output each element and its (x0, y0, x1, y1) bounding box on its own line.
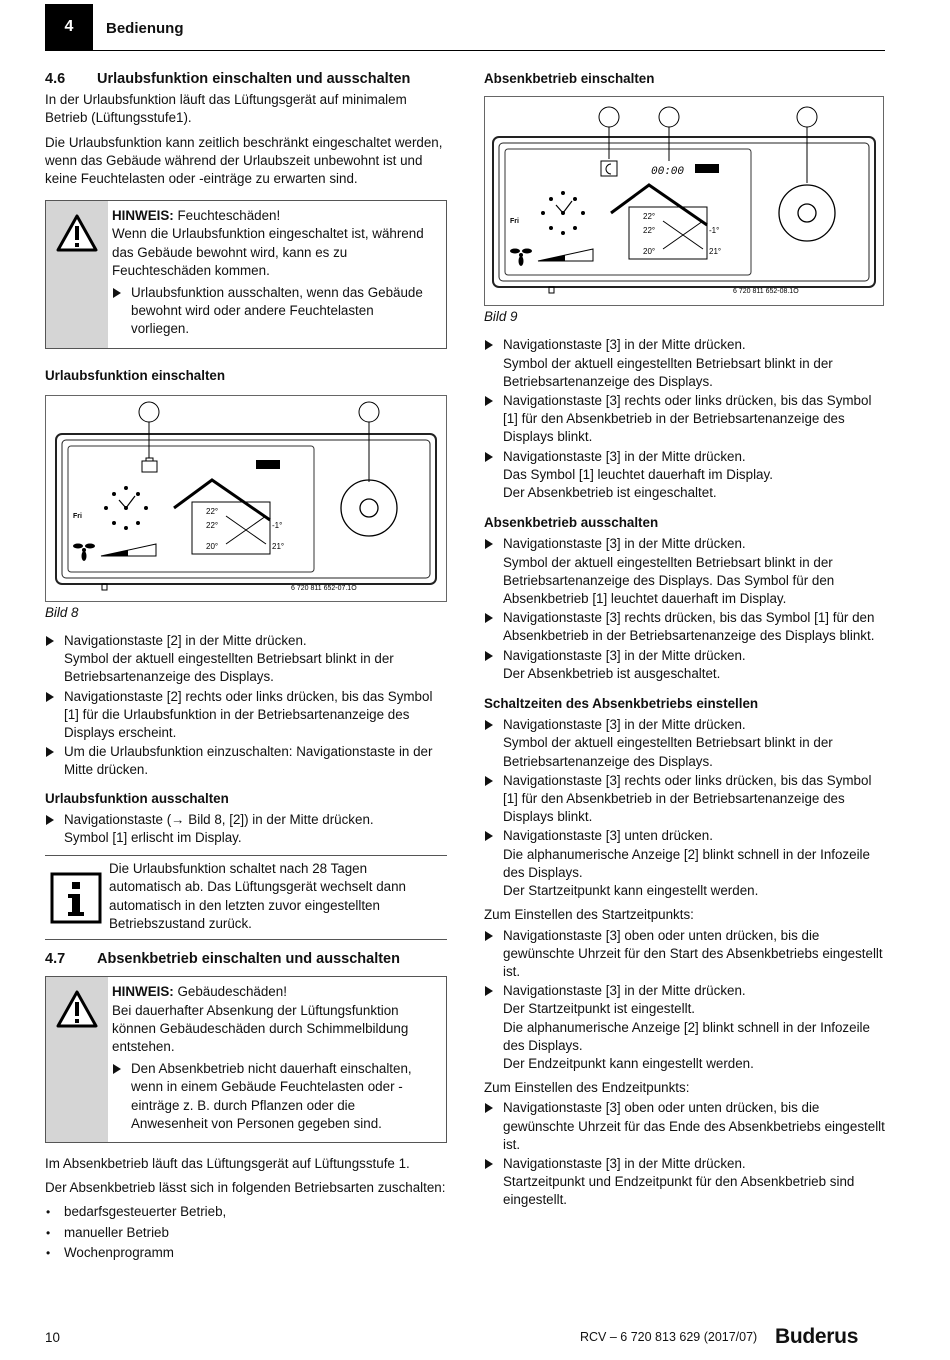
figure-9-caption: Bild 9 (484, 309, 518, 325)
list-item: Um die Urlaubsfunktion einzuschalten: Navigationstaste in der Mitte drücken. (45, 743, 447, 779)
list-item: • Wochenprogramm (45, 1244, 447, 1262)
steps-start-time (484, 927, 886, 1074)
temp-extract: 20° (206, 541, 219, 551)
subheading-setback-off: Absenkbetrieb ausschalten (484, 515, 659, 531)
document-reference: RCV – 6 720 813 629 (2017/07) (580, 1330, 758, 1344)
list-item: Navigationstaste [3] in der Mitte drücken. Symbol der aktuell eingestellten Betriebsart blinkt in der Betriebsartenanzeige des Displays. (484, 336, 886, 391)
subheading-vacation-on: Urlaubsfunktion einschalten (45, 367, 226, 383)
steps-setback-on (484, 336, 886, 502)
temp-extract: 20° (643, 247, 656, 257)
temp-outdoor: -1° (272, 520, 283, 530)
list-item: Navigationstaste [3] in der Mitte drücken. Symbol der aktuell eingestellten Betriebsart blinkt in der Betriebsartenanzeige des Displays. Das Symbol für den Absenkbetrieb [1] leuchtet dauerhaft im Display. (484, 535, 886, 608)
temp-exhaust: 21° (709, 247, 722, 257)
right-column (484, 70, 886, 1211)
subheading-setback-on: Absenkbetrieb einschalten (484, 71, 655, 86)
mode-list (45, 1203, 447, 1262)
page-number: 10 (45, 1330, 60, 1345)
warning-icon (55, 989, 99, 1029)
steps-vacation-on (45, 632, 447, 780)
paragraph: Zum Einstellen des Endzeitpunkts: (484, 1080, 690, 1096)
list-item: Navigationstaste [3] rechts oder links drücken, bis das Symbol [1] für den Absenkbetrieb in der Betriebsartenanzeige des Displays blinkt. (484, 772, 886, 827)
list-item: Navigationstaste [3] in der Mitte drücken. Symbol der aktuell eingestellten Betriebsart blinkt in der Betriebsartenanzeige des Displays. (484, 716, 886, 771)
paragraph: Die Urlaubsfunktion kann zeitlich beschränkt eingeschaltet werden, wenn das Gebäude während der Urlaubszeit unbewohnt ist und keine Feuchtelasten oder -einträge zu erwarten sind. (45, 134, 443, 187)
list-item: Navigationstaste [3] oben oder unten drücken, bis die gewünschte Uhrzeit für den Start des Absenkbetriebs eingestellt ist. (484, 927, 886, 982)
info-note (45, 855, 447, 940)
section-4-6-heading: 4.6 Urlaubsfunktion einschalten und ausschalten (45, 71, 411, 87)
paragraph: Der Absenkbetrieb lässt sich in folgenden Betriebsarten zuschalten: (45, 1180, 446, 1196)
steps-setback-off (484, 535, 886, 683)
list-item: Navigationstaste [3] in der Mitte drücken. Startzeitpunkt und Endzeitpunkt für den Absenkbetrieb sind eingestellt. (484, 1155, 886, 1210)
temp-inside: 22° (643, 212, 656, 222)
subheading-vacation-off: Urlaubsfunktion ausschalten (45, 790, 229, 806)
subheading-switching-times: Schaltzeiten des Absenkbetriebs einstellen (484, 696, 759, 712)
notice-moisture: HINWEIS: Feuchteschäden! Wenn die Urlaubsfunktion eingeschaltet ist, während das Gebäude bewohnt wird, kann es zu Feuchteschäden kommen. Urlaubsfunktion ausschalten, wenn das Gebäude bewohnt wird oder andere Feuchtelasten vorliegen. (45, 200, 447, 348)
warning-icon (55, 213, 99, 253)
temp-supply: 22° (643, 226, 656, 236)
list-item: Navigationstaste [3] rechts drücken, bis das Symbol [1] für den Absenkbetrieb in der Betriebsartenanzeige des Displays blinkt. (484, 609, 886, 645)
list-item: Navigationstaste [3] in der Mitte drücken. Der Startzeitpunkt ist eingestellt. Die alphanumerische Anzeige [2] blinkt schnell in der Infozeile des Displays. Der Endzeitpunkt kann eingestellt werden. (484, 982, 886, 1073)
list-item: Navigationstaste [2] rechts oder links drücken, bis das Symbol [1] für die Urlaubsfunktion in der Betriebsartenanzeige des Displays erscheint. (45, 688, 447, 743)
figure-9 (484, 96, 884, 306)
figure-8 (45, 395, 447, 602)
list-item: Den Absenkbetrieb nicht dauerhaft einschalten, wenn in einem Gebäude Feuchtelasten oder -einträge z. B. durch Pflanzen oder die Anwesenheit von Personen gegeben sind. (112, 1060, 426, 1133)
list-item: Navigationstaste [3] oben oder unten drücken, bis die gewünschte Uhrzeit für das Ende des Absenkbetriebs eingestellt ist. (484, 1099, 886, 1154)
paragraph: Im Absenkbetrieb läuft das Lüftungsgerät auf Lüftungsstufe 1. (45, 1155, 410, 1171)
list-item: Urlaubsfunktion ausschalten, wenn das Gebäude bewohnt wird oder andere Feuchtelasten vorliegen. (112, 284, 426, 339)
temp-outdoor: -1° (709, 226, 720, 236)
paragraph: Zum Einstellen des Startzeitpunkts: (484, 907, 694, 923)
controller-display-illustration (485, 97, 883, 305)
temp-inside: 22° (206, 506, 219, 516)
figure-reference: 6 720 811 652-07.1O (291, 584, 357, 592)
list-item: Navigationstaste [2] in der Mitte drücken. Symbol der aktuell eingestellten Betriebsart blinkt in der Betriebsartenanzeige des Displays. (45, 632, 447, 687)
list-item: Navigationstaste (→ Bild 8, [2]) in der Mitte drücken. Symbol [1] erlischt im Display. (45, 811, 447, 847)
info-text: Die Urlaubsfunktion schaltet nach 28 Tagen automatisch ab. Das Lüftungsgerät wechselt dann automatisch in den letzten zuvor eingestellten Betriebszustand zurück. (109, 861, 407, 931)
paragraph: In der Urlaubsfunktion läuft das Lüftungsgerät auf minimalem Betrieb (Lüftungsstufe1). (45, 92, 407, 126)
chapter-number: 4 (45, 4, 93, 50)
list-item: Navigationstaste [3] in der Mitte drücken. Der Absenkbetrieb ist ausgeschaltet. (484, 647, 886, 683)
header-rule (45, 50, 885, 51)
list-item: • manueller Betrieb (45, 1224, 447, 1242)
notice-building-damage: HINWEIS: Gebäudeschäden! Bei dauerhafter Absenkung der Lüftungsfunktion können Gebäudeschäden durch Schimmelbildung entstehen. Den Absenkbetrieb nicht dauerhaft einschalten, wenn in einem Gebäude Feuchtelasten oder -einträge z. B. durch Pflanzen oder die Anwesenheit von Personen gegeben sind. (45, 976, 447, 1143)
chapter-title: Bedienung (106, 20, 184, 37)
list-item: Navigationstaste [3] rechts oder links drücken, bis das Symbol [1] für den Absenkbetrieb in der Betriebsartenanzeige des Displays blinkt. (484, 392, 886, 447)
day-label: Fri (73, 512, 82, 520)
steps-vacation-off (45, 811, 447, 847)
info-side (45, 856, 107, 939)
controller-display-illustration (46, 396, 446, 601)
notice-side (46, 201, 108, 347)
left-column (45, 70, 447, 1264)
info-icon (50, 872, 102, 924)
notice-side (46, 977, 108, 1142)
figure-reference: 6 720 811 652-08.1O (733, 288, 799, 296)
list-item: Navigationstaste [3] unten drücken. Die alphanumerische Anzeige [2] blinkt schnell in der Infozeile des Displays. Der Startzeitpunkt kann eingestellt werden. (484, 827, 886, 900)
temp-supply: 22° (206, 520, 219, 530)
steps-end-time (484, 1099, 886, 1209)
brand-logo: Buderus (775, 1325, 859, 1348)
day-label: Fri (510, 218, 519, 226)
time-readout: 00:00 (651, 166, 685, 179)
section-4-7-heading: 4.7 Absenkbetrieb einschalten und ausschalten (45, 951, 400, 968)
figure-8-caption: Bild 8 (45, 604, 79, 620)
temp-exhaust: 21° (272, 541, 285, 551)
steps-switching-times (484, 716, 886, 900)
list-item: • bedarfsgesteuerter Betrieb, (45, 1203, 447, 1221)
list-item: Navigationstaste [3] in der Mitte drücken. Das Symbol [1] leuchtet dauerhaft im Display. Der Absenkbetrieb ist eingeschaltet. (484, 448, 886, 503)
